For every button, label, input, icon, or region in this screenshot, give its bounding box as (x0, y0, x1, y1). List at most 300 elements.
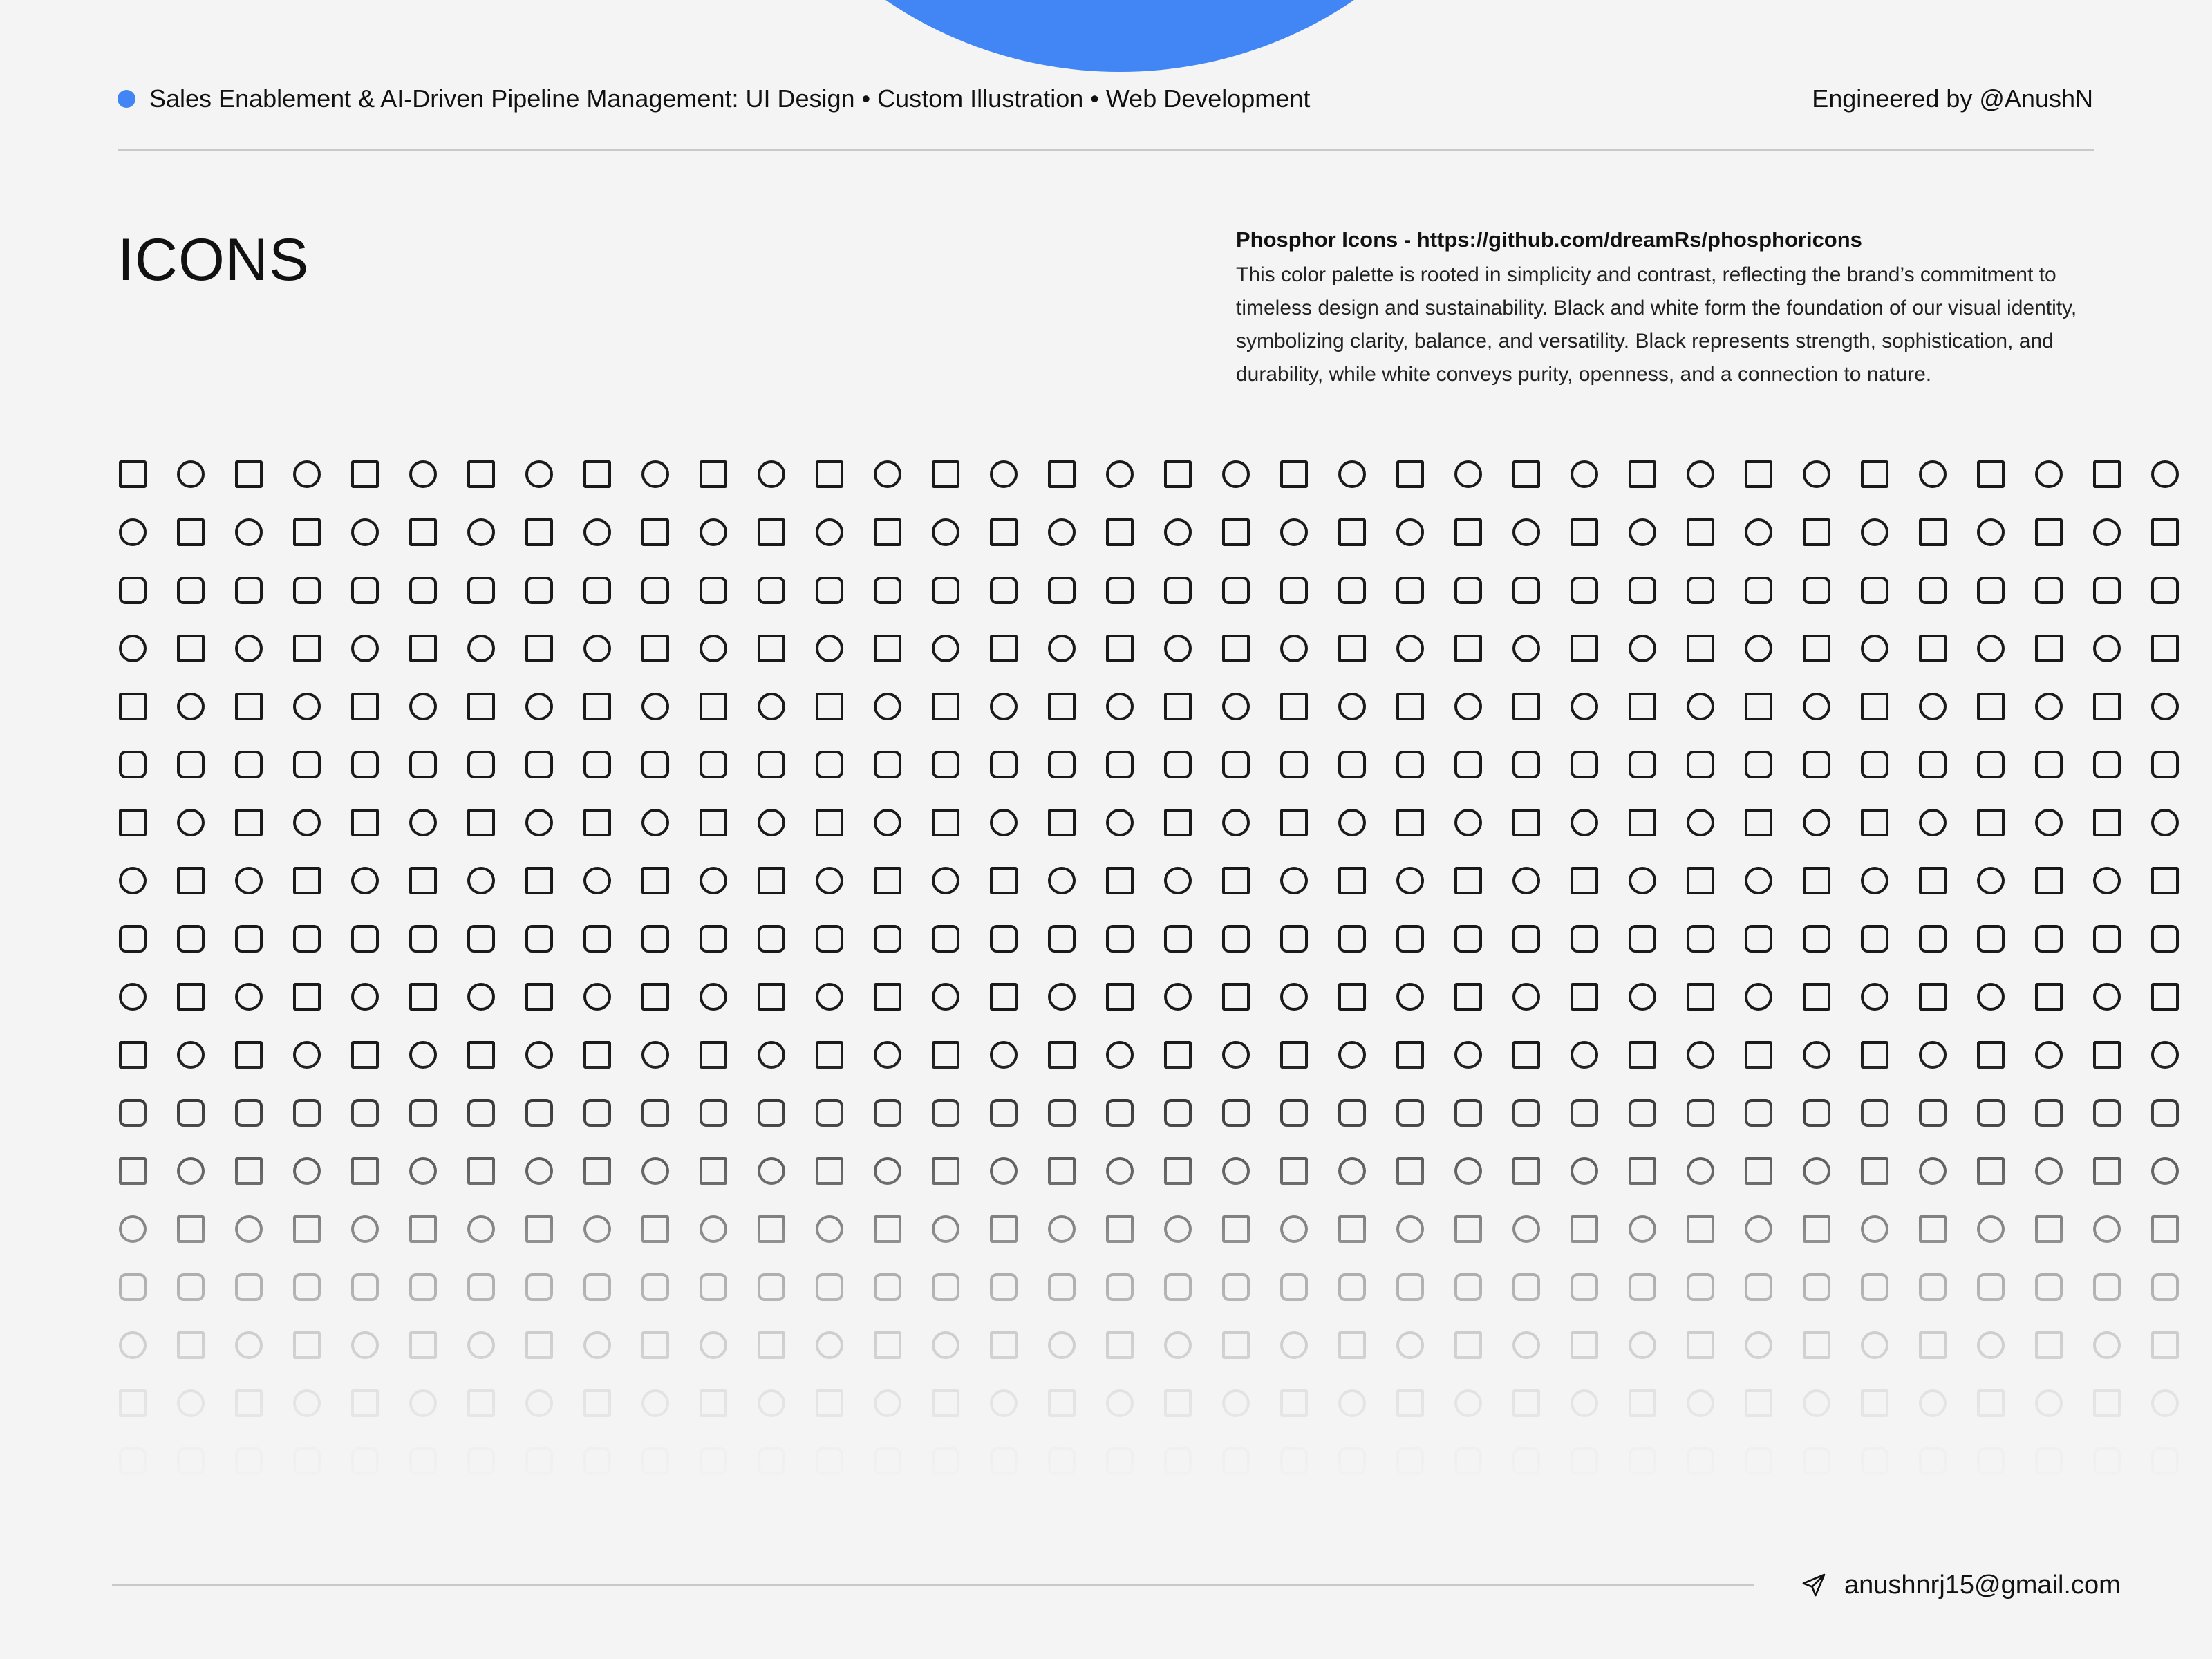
battery-and-device-icon (177, 751, 205, 778)
arrow-icon (467, 577, 495, 604)
object-and-battery-icon (1687, 693, 1714, 720)
arrow-icon (583, 577, 611, 604)
building-and-calendar-icon (409, 867, 437, 894)
book-and-building-icon (235, 809, 263, 836)
battery-and-device-icon (1106, 751, 1134, 778)
arrow-icon (119, 577, 147, 604)
email-text: anushnrj15@gmail.com (1844, 1571, 2121, 1600)
caret-and-chart-icon (351, 925, 379, 953)
file-type-icon (990, 1447, 1018, 1475)
cloud-and-code-icon (293, 1099, 321, 1127)
cursor-and-currency-icon (409, 1157, 437, 1185)
file-type-icon (1454, 1447, 1482, 1475)
editor-and-file-icon (1106, 1331, 1134, 1359)
file-type-icon (235, 1447, 263, 1475)
caret-and-chart-icon (2151, 925, 2179, 953)
app-and-layout-icon (1512, 460, 1540, 488)
arrow-icon (641, 635, 669, 662)
arrow-icon (177, 577, 205, 604)
dot-and-drop-icon (758, 1273, 785, 1301)
arrow-icon (1687, 635, 1714, 662)
chat-and-check-icon (1629, 1041, 1656, 1069)
dot-and-drop-icon (1745, 1273, 1772, 1301)
app-and-layout-icon (1454, 460, 1482, 488)
object-and-battery-icon (700, 693, 727, 720)
cursor-and-currency-icon (990, 1157, 1018, 1185)
app-and-layout-icon (119, 460, 147, 488)
chat-and-check-icon (2151, 1041, 2179, 1069)
chat-and-check-icon (1687, 1041, 1714, 1069)
cursor-and-currency-icon (2151, 1157, 2179, 1185)
book-and-building-icon (409, 809, 437, 836)
cloud-and-code-icon (1222, 1099, 1250, 1127)
arrow-icon (467, 635, 495, 662)
editor-and-file-icon (467, 1331, 495, 1359)
dot-and-drop-icon (990, 1273, 1018, 1301)
chart-and-chat-icon (1629, 983, 1656, 1011)
currency-and-device-icon (758, 1215, 785, 1243)
cursor-and-currency-icon (2093, 1157, 2121, 1185)
chat-and-check-icon (1396, 1041, 1424, 1069)
chart-and-chat-icon (351, 983, 379, 1011)
currency-and-device-icon (177, 1215, 205, 1243)
currency-and-device-icon (990, 1215, 1018, 1243)
arrow-icon (1454, 518, 1482, 546)
currency-and-device-icon (1280, 1215, 1308, 1243)
book-and-building-icon (990, 809, 1018, 836)
editor-and-file-icon (177, 1331, 205, 1359)
dot-and-drop-icon (293, 1273, 321, 1301)
caret-and-chart-icon (235, 925, 263, 953)
arrow-icon (1629, 635, 1656, 662)
dot-and-drop-icon (2035, 1273, 2063, 1301)
cursor-and-currency-icon (1164, 1157, 1192, 1185)
arrow-icon (1687, 577, 1714, 604)
file-type-icon (1338, 1389, 1366, 1417)
caret-and-chart-icon (1396, 925, 1424, 953)
file-type-icon (583, 1389, 611, 1417)
book-and-building-icon (467, 809, 495, 836)
cloud-and-code-icon (409, 1099, 437, 1127)
arrow-icon (119, 635, 147, 662)
cursor-and-currency-icon (1687, 1157, 1714, 1185)
footer-divider (112, 1584, 1754, 1586)
editor-and-file-icon (1454, 1331, 1482, 1359)
app-and-layout-icon (177, 460, 205, 488)
cursor-and-currency-icon (1454, 1157, 1482, 1185)
file-type-icon (758, 1389, 785, 1417)
chat-and-check-icon (1106, 1041, 1134, 1069)
cursor-and-currency-icon (874, 1157, 901, 1185)
chat-and-check-icon (351, 1041, 379, 1069)
file-type-icon (1919, 1447, 1947, 1475)
arrow-icon (235, 518, 263, 546)
editor-and-file-icon (1571, 1331, 1598, 1359)
arrow-icon (1222, 518, 1250, 546)
building-and-calendar-icon (1454, 867, 1482, 894)
chart-and-chat-icon (2151, 983, 2179, 1011)
app-and-layout-icon (641, 460, 669, 488)
cloud-and-code-icon (177, 1099, 205, 1127)
file-type-icon (874, 1447, 901, 1475)
building-and-calendar-icon (758, 867, 785, 894)
arrow-icon (874, 577, 901, 604)
file-type-icon (525, 1389, 553, 1417)
chat-and-check-icon (1745, 1041, 1772, 1069)
building-and-calendar-icon (119, 867, 147, 894)
caret-and-chart-icon (874, 925, 901, 953)
editor-and-file-icon (1280, 1331, 1308, 1359)
caret-and-chart-icon (758, 925, 785, 953)
battery-and-device-icon (1222, 751, 1250, 778)
file-type-icon (1629, 1389, 1656, 1417)
chat-and-check-icon (1512, 1041, 1540, 1069)
book-and-building-icon (1106, 809, 1134, 836)
caret-and-chart-icon (525, 925, 553, 953)
dot-and-drop-icon (641, 1273, 669, 1301)
chat-and-check-icon (1222, 1041, 1250, 1069)
building-and-calendar-icon (1919, 867, 1947, 894)
arrow-icon (874, 518, 901, 546)
editor-and-file-icon (990, 1331, 1018, 1359)
dot-and-drop-icon (1338, 1273, 1366, 1301)
chart-and-chat-icon (816, 983, 843, 1011)
currency-and-device-icon (1803, 1215, 1830, 1243)
icon-source-link[interactable]: Phosphor Icons - https://github.com/dreamRs/phosphoricons (1236, 227, 1862, 252)
cursor-and-currency-icon (758, 1157, 785, 1185)
chart-and-chat-icon (1977, 983, 2005, 1011)
dot-and-drop-icon (119, 1273, 147, 1301)
app-and-layout-icon (1338, 460, 1366, 488)
cursor-and-currency-icon (1280, 1157, 1308, 1185)
book-and-building-icon (2093, 809, 2121, 836)
dot-and-drop-icon (1106, 1273, 1134, 1301)
arrow-icon (1977, 577, 2005, 604)
cloud-and-code-icon (1396, 1099, 1424, 1127)
file-type-icon (467, 1389, 495, 1417)
battery-and-device-icon (1861, 751, 1888, 778)
arrow-icon (2151, 518, 2179, 546)
app-and-layout-icon (874, 460, 901, 488)
battery-and-device-icon (525, 751, 553, 778)
dot-and-drop-icon (2093, 1273, 2121, 1301)
chart-and-chat-icon (119, 983, 147, 1011)
arrow-icon (1396, 518, 1424, 546)
caret-and-chart-icon (700, 925, 727, 953)
file-type-icon (409, 1447, 437, 1475)
cloud-and-code-icon (1861, 1099, 1888, 1127)
caret-and-chart-icon (409, 925, 437, 953)
caret-and-chart-icon (1512, 925, 1540, 953)
battery-and-device-icon (351, 751, 379, 778)
currency-and-device-icon (700, 1215, 727, 1243)
chart-and-chat-icon (641, 983, 669, 1011)
app-and-layout-icon (1803, 460, 1830, 488)
cloud-and-code-icon (119, 1099, 147, 1127)
chart-and-chat-icon (1861, 983, 1888, 1011)
dot-and-drop-icon (467, 1273, 495, 1301)
object-and-battery-icon (409, 693, 437, 720)
chart-and-chat-icon (467, 983, 495, 1011)
dot-and-drop-icon (816, 1273, 843, 1301)
editor-and-file-icon (409, 1331, 437, 1359)
currency-and-device-icon (1222, 1215, 1250, 1243)
editor-and-file-icon (525, 1331, 553, 1359)
chart-and-chat-icon (1048, 983, 1076, 1011)
arrow-icon (1919, 577, 1947, 604)
building-and-calendar-icon (2035, 867, 2063, 894)
app-and-layout-icon (235, 460, 263, 488)
file-type-icon (2035, 1447, 2063, 1475)
arrow-icon (990, 635, 1018, 662)
arrow-icon (2093, 635, 2121, 662)
arrow-icon (1338, 577, 1366, 604)
book-and-building-icon (1338, 809, 1366, 836)
chart-and-chat-icon (1338, 983, 1366, 1011)
editor-and-file-icon (641, 1331, 669, 1359)
cloud-and-code-icon (1977, 1099, 2005, 1127)
cloud-and-code-icon (1919, 1099, 1947, 1127)
arrow-icon (1629, 577, 1656, 604)
building-and-calendar-icon (2093, 867, 2121, 894)
currency-and-device-icon (1977, 1215, 2005, 1243)
arrow-icon (293, 577, 321, 604)
arrow-icon (758, 518, 785, 546)
arrow-icon (583, 635, 611, 662)
arrow-icon (932, 577, 959, 604)
arrow-icon (1048, 518, 1076, 546)
chart-and-chat-icon (1396, 983, 1424, 1011)
dot-and-drop-icon (1977, 1273, 2005, 1301)
currency-and-device-icon (351, 1215, 379, 1243)
file-type-icon (1745, 1389, 1772, 1417)
app-and-layout-icon (1629, 460, 1656, 488)
object-and-battery-icon (235, 693, 263, 720)
object-and-battery-icon (1512, 693, 1540, 720)
building-and-calendar-icon (1222, 867, 1250, 894)
paper-plane-icon (1800, 1571, 1828, 1599)
caret-and-chart-icon (1745, 925, 1772, 953)
editor-and-file-icon (235, 1331, 263, 1359)
chart-and-chat-icon (409, 983, 437, 1011)
building-and-calendar-icon (816, 867, 843, 894)
file-type-icon (1629, 1447, 1656, 1475)
object-and-battery-icon (2151, 693, 2179, 720)
app-and-layout-icon (351, 460, 379, 488)
object-and-battery-icon (119, 693, 147, 720)
object-and-battery-icon (1106, 693, 1134, 720)
chart-and-chat-icon (2035, 983, 2063, 1011)
book-and-building-icon (293, 809, 321, 836)
dot-and-drop-icon (1164, 1273, 1192, 1301)
cloud-and-code-icon (990, 1099, 1018, 1127)
building-and-calendar-icon (1977, 867, 2005, 894)
object-and-battery-icon (1280, 693, 1308, 720)
dot-and-drop-icon (351, 1273, 379, 1301)
arrow-icon (1512, 577, 1540, 604)
caret-and-chart-icon (1861, 925, 1888, 953)
building-and-calendar-icon (1164, 867, 1192, 894)
arrow-icon (1571, 518, 1598, 546)
cloud-and-code-icon (932, 1099, 959, 1127)
cloud-and-code-icon (1280, 1099, 1308, 1127)
arrow-icon (1571, 577, 1598, 604)
object-and-battery-icon (1164, 693, 1192, 720)
dot-and-drop-icon (235, 1273, 263, 1301)
chart-and-chat-icon (583, 983, 611, 1011)
chat-and-check-icon (119, 1041, 147, 1069)
file-type-icon (1977, 1447, 2005, 1475)
file-type-icon (874, 1389, 901, 1417)
chat-and-check-icon (990, 1041, 1018, 1069)
book-and-building-icon (1861, 809, 1888, 836)
chart-and-chat-icon (1512, 983, 1540, 1011)
battery-and-device-icon (2151, 751, 2179, 778)
file-type-icon (119, 1389, 147, 1417)
object-and-battery-icon (1919, 693, 1947, 720)
chat-and-check-icon (1977, 1041, 2005, 1069)
arrow-icon (1745, 635, 1772, 662)
object-and-battery-icon (2035, 693, 2063, 720)
editor-and-file-icon (1048, 1331, 1076, 1359)
cloud-and-code-icon (351, 1099, 379, 1127)
cursor-and-currency-icon (235, 1157, 263, 1185)
book-and-building-icon (1222, 809, 1250, 836)
app-and-layout-icon (525, 460, 553, 488)
cloud-and-code-icon (235, 1099, 263, 1127)
cursor-and-currency-icon (1048, 1157, 1076, 1185)
building-and-calendar-icon (1571, 867, 1598, 894)
arrow-icon (1803, 518, 1830, 546)
object-and-battery-icon (1629, 693, 1656, 720)
editor-and-file-icon (2035, 1331, 2063, 1359)
object-and-battery-icon (816, 693, 843, 720)
arrow-icon (1106, 518, 1134, 546)
chat-and-check-icon (1571, 1041, 1598, 1069)
battery-and-device-icon (1280, 751, 1308, 778)
cloud-and-code-icon (641, 1099, 669, 1127)
app-and-layout-icon (293, 460, 321, 488)
dot-and-drop-icon (2151, 1273, 2179, 1301)
cursor-and-currency-icon (1629, 1157, 1656, 1185)
dot-and-drop-icon (1687, 1273, 1714, 1301)
object-and-battery-icon (1803, 693, 1830, 720)
editor-and-file-icon (1861, 1331, 1888, 1359)
caret-and-chart-icon (293, 925, 321, 953)
battery-and-device-icon (1396, 751, 1424, 778)
object-and-battery-icon (525, 693, 553, 720)
object-and-battery-icon (1454, 693, 1482, 720)
arrow-icon (1338, 518, 1366, 546)
building-and-calendar-icon (293, 867, 321, 894)
chat-and-check-icon (641, 1041, 669, 1069)
building-and-calendar-icon (1048, 867, 1076, 894)
app-and-layout-icon (2151, 460, 2179, 488)
file-type-icon (467, 1447, 495, 1475)
arrow-icon (1803, 635, 1830, 662)
arrow-icon (816, 518, 843, 546)
file-type-icon (1919, 1389, 1947, 1417)
currency-and-device-icon (641, 1215, 669, 1243)
chat-and-check-icon (700, 1041, 727, 1069)
editor-and-file-icon (1164, 1331, 1192, 1359)
currency-and-device-icon (932, 1215, 959, 1243)
file-type-icon (351, 1389, 379, 1417)
battery-and-device-icon (1629, 751, 1656, 778)
currency-and-device-icon (874, 1215, 901, 1243)
dot-and-drop-icon (1629, 1273, 1656, 1301)
file-type-icon (990, 1389, 1018, 1417)
cloud-and-code-icon (1745, 1099, 1772, 1127)
app-and-layout-icon (409, 460, 437, 488)
file-type-icon (1106, 1447, 1134, 1475)
dot-and-drop-icon (1919, 1273, 1947, 1301)
editor-and-file-icon (700, 1331, 727, 1359)
book-and-building-icon (1571, 809, 1598, 836)
editor-and-file-icon (351, 1331, 379, 1359)
building-and-calendar-icon (467, 867, 495, 894)
file-type-icon (1396, 1447, 1424, 1475)
building-and-calendar-icon (2151, 867, 2179, 894)
building-and-calendar-icon (583, 867, 611, 894)
file-type-icon (932, 1389, 959, 1417)
arrow-icon (1280, 518, 1308, 546)
currency-and-device-icon (1396, 1215, 1424, 1243)
app-and-layout-icon (1745, 460, 1772, 488)
currency-and-device-icon (119, 1215, 147, 1243)
cursor-and-currency-icon (293, 1157, 321, 1185)
arrow-icon (293, 635, 321, 662)
arrow-icon (1396, 635, 1424, 662)
dot-and-drop-icon (1512, 1273, 1540, 1301)
file-type-icon (816, 1389, 843, 1417)
object-and-battery-icon (874, 693, 901, 720)
arrow-icon (1048, 635, 1076, 662)
book-and-building-icon (2035, 809, 2063, 836)
description-text: This color palette is rooted in simplicity and contrast, reflecting the brand’s commitment to timeless design and sustainability. Black and white form the foundation of our visual identity, symbolizing clarity, balance, and versatility. Black represents strength, sophistication, and durability, while white conveys purity, openness, and a connection to nature. (1236, 263, 2077, 386)
building-and-calendar-icon (1396, 867, 1424, 894)
dot-and-drop-icon (1396, 1273, 1424, 1301)
contact-email[interactable] (1800, 1566, 2121, 1604)
arrow-icon (1454, 635, 1482, 662)
file-type-icon (119, 1447, 147, 1475)
arrow-icon (990, 577, 1018, 604)
arrow-icon (2035, 635, 2063, 662)
chart-and-chat-icon (1687, 983, 1714, 1011)
arrow-icon (758, 577, 785, 604)
editor-and-file-icon (758, 1331, 785, 1359)
caret-and-chart-icon (2035, 925, 2063, 953)
arrow-icon (641, 577, 669, 604)
building-and-calendar-icon (1629, 867, 1656, 894)
app-and-layout-icon (2035, 460, 2063, 488)
book-and-building-icon (932, 809, 959, 836)
caret-and-chart-icon (177, 925, 205, 953)
currency-and-device-icon (1512, 1215, 1540, 1243)
object-and-battery-icon (1571, 693, 1598, 720)
caret-and-chart-icon (467, 925, 495, 953)
cloud-and-code-icon (816, 1099, 843, 1127)
cursor-and-currency-icon (641, 1157, 669, 1185)
building-and-calendar-icon (1687, 867, 1714, 894)
file-type-icon (700, 1389, 727, 1417)
arrow-icon (119, 518, 147, 546)
book-and-building-icon (2151, 809, 2179, 836)
arrow-icon (2151, 635, 2179, 662)
arrow-icon (1977, 635, 2005, 662)
editor-and-file-icon (1629, 1331, 1656, 1359)
dot-and-drop-icon (932, 1273, 959, 1301)
